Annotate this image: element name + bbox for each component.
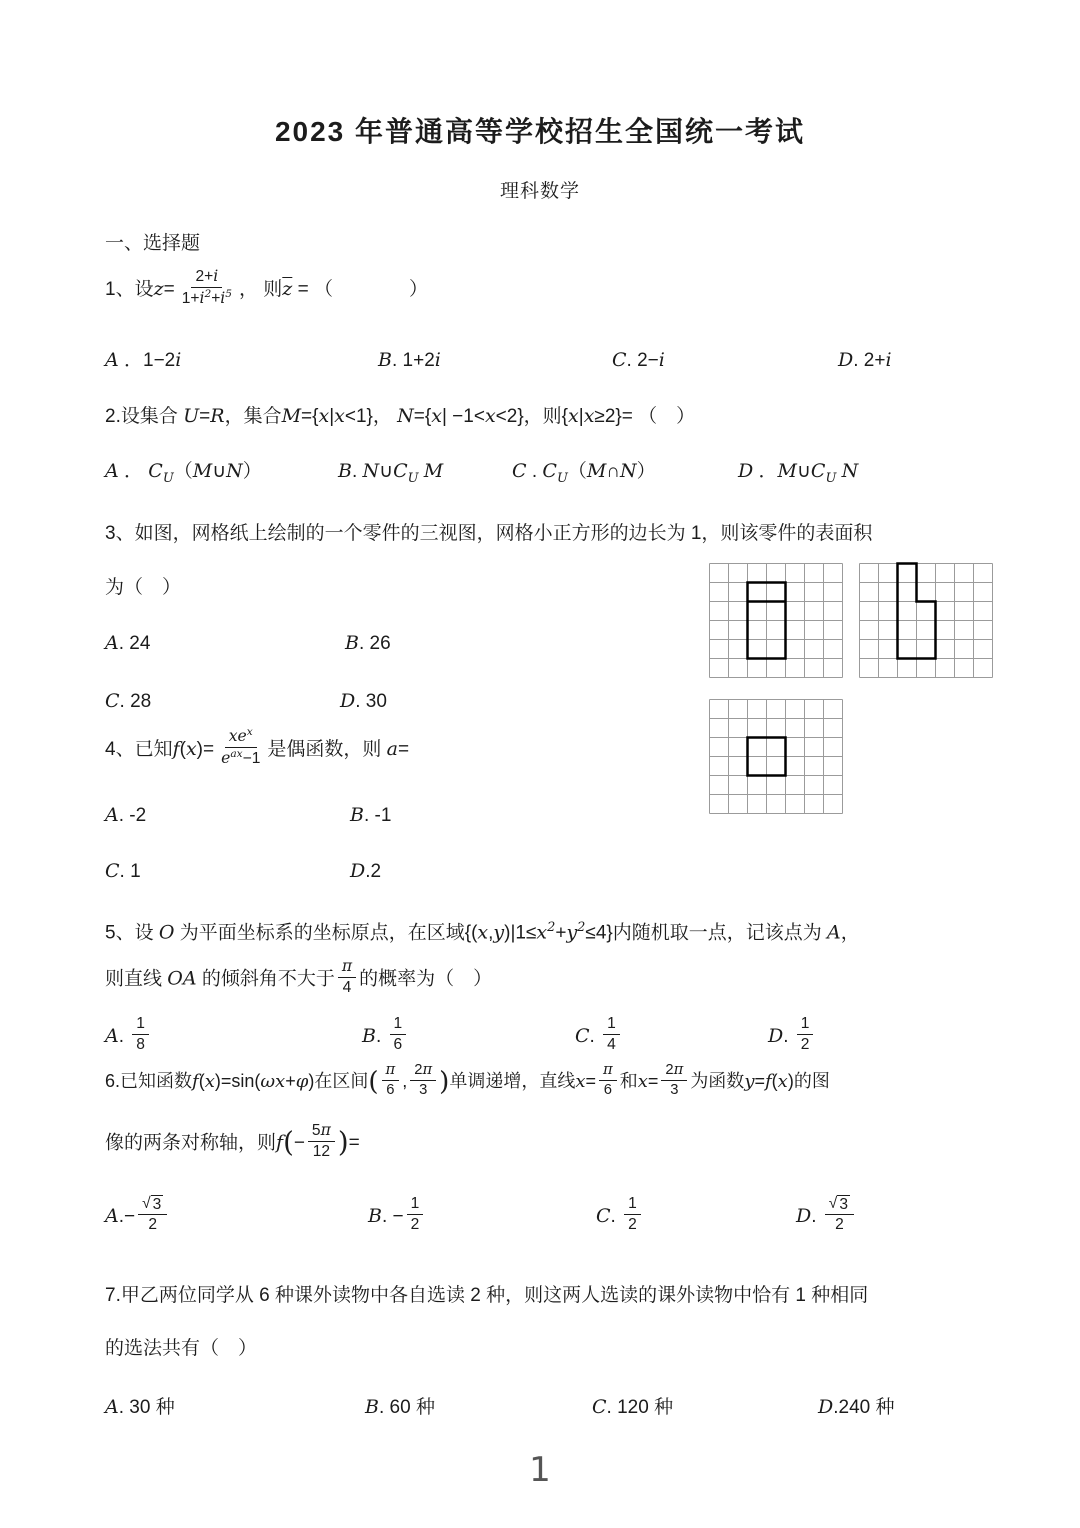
q1-option-b: B. 1+2i xyxy=(378,349,441,371)
q7-option-c: C. 120 种 xyxy=(592,1396,674,1418)
q3-option-c: C. 28 xyxy=(105,690,152,712)
question-5-stem-line1: 5、设 O 为平面坐标系的坐标原点，在区域$\{(x,y)|1\le x^2+y^2\le 4\}$内随机取一点，记该点为 A， xyxy=(105,920,860,944)
question-2-stem: 2.设集合 U=R，集合M={x|x<1}， N={x| −1<x<2}，则{x|x≥2}= （ ） xyxy=(105,405,696,427)
page-subtitle: 理科数学 xyxy=(499,181,580,202)
q4-option-a: A. -2 xyxy=(105,804,147,826)
q2-option-b: B. $N\cup C_U$ M xyxy=(338,460,444,486)
page-number: 1 xyxy=(529,1450,551,1490)
q6-option-c: C. $\frac{1}{2}$ xyxy=(596,1196,644,1238)
q3-option-d: D. 30 xyxy=(340,690,387,712)
question-6-stem-line1: 6.已知函数f(x)=sin(ωx+φ)在区间( $\frac{\pi}{6}$ , $\frac{2\pi}{3}$ )单调递增，直线x= $\frac{\pi}{6}$ 和x= $\frac{2\pi}{3}$ 为函数y=f(x)的图 xyxy=(105,1061,830,1099)
q2-option-c: C . $C_U(M\cap N)$ xyxy=(512,460,656,486)
question-3-stem-line1: 3、如图，网格纸上绘制的一个零件的三视图，网格小正方形的边长为 1，则该零件的表面积 xyxy=(105,523,873,544)
question-3-stem-line2: 为（ ） xyxy=(105,577,182,598)
q6-option-b: B. − $\frac{1}{2}$ xyxy=(368,1196,426,1238)
q1-option-d: D. 2+i xyxy=(838,349,892,371)
q3-option-a: A. 24 xyxy=(105,632,151,654)
q4-option-d: D.2 xyxy=(350,860,382,882)
question-6-stem-line2: 像的两条对称轴，则f(− $\frac{5\pi}{12}$ )= xyxy=(105,1121,360,1161)
question-1-stem: 1、设z= $\frac{2+i}{1+i^2+i^5}$ ， 则$\overline{z}$ = （ ） xyxy=(105,267,428,308)
question-7-stem-line2: 的选法共有（ ） xyxy=(105,1338,258,1359)
q6-option-d: D. √ 3 2 xyxy=(796,1196,857,1238)
question-7-stem-line1: 7.甲乙两位同学从 6 种课外读物中各自选读 2 种，则这两人选读的课外读物中恰有 1 种相同 xyxy=(105,1285,869,1306)
q5-option-d: D. $\frac{1}{2}$ xyxy=(768,1016,816,1058)
q7-option-b: B. 60 种 xyxy=(365,1396,435,1418)
section-heading: 一、选择题 xyxy=(105,233,201,254)
q1-option-a: A ．1−2i xyxy=(105,349,182,371)
q2-option-d: D ．$M\cup C_U$ N xyxy=(738,460,859,486)
q4-option-c: C. 1 xyxy=(105,860,141,882)
q7-option-a: A. 30 种 xyxy=(105,1396,175,1418)
front-view-grid xyxy=(708,562,844,685)
q2-option-a: A ． $C_U(M\cup N)$ xyxy=(105,460,262,486)
q7-option-d: D.240 种 xyxy=(818,1396,895,1418)
q4-option-b: B. -1 xyxy=(350,804,392,826)
q5-option-a: A. $\frac{1}{8}$ xyxy=(105,1016,152,1058)
question-5-stem-line2: 则直线 OA 的倾斜角不大于 $\frac{\pi}{4}$ 的概率为（ ） xyxy=(105,957,493,997)
page-title: 2023 年普通高等学校招生全国统一考试 xyxy=(274,116,806,147)
side-view-grid xyxy=(858,562,994,685)
q6-option-a: A.− √ 3 2 xyxy=(105,1196,170,1238)
top-view-grid xyxy=(708,698,844,821)
question-4-stem: 4、已知f(x)= $\frac{xe^x}{e^{ax}-1}$ 是偶函数，则 a= xyxy=(105,726,410,768)
q1-option-c: C. 2−i xyxy=(612,349,665,371)
q5-option-c: C. $\frac{1}{4}$ xyxy=(575,1016,623,1058)
q5-option-b: B. $\frac{1}{6}$ xyxy=(362,1016,409,1058)
q3-option-b: B. 26 xyxy=(345,632,391,654)
